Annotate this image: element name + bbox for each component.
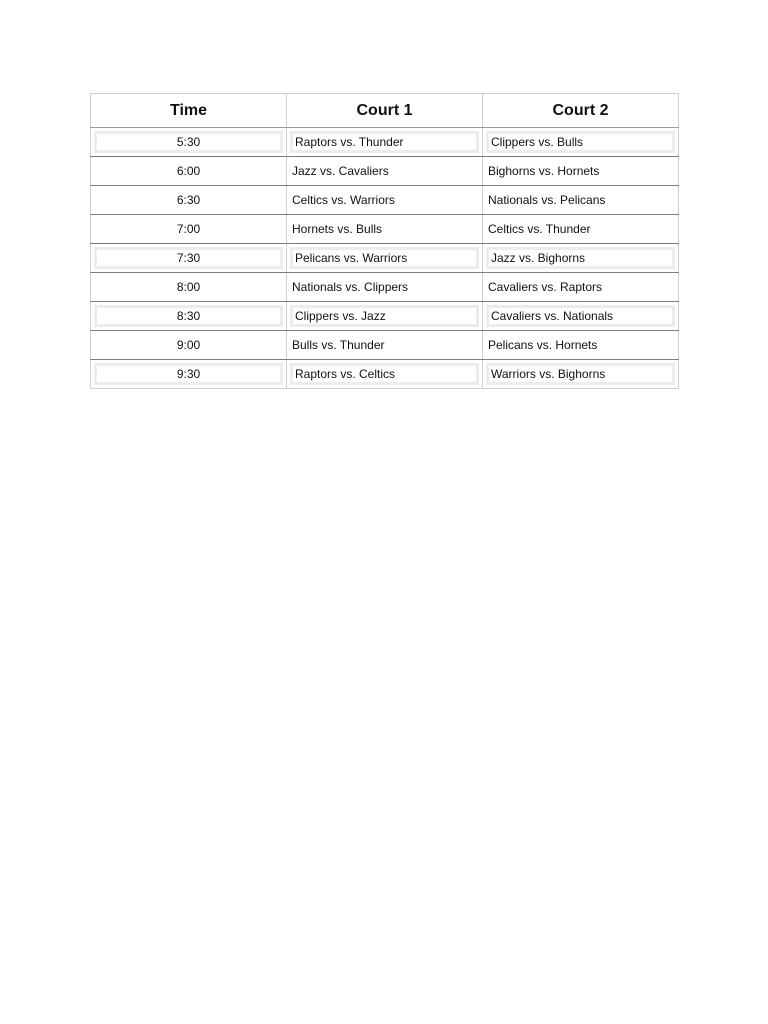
table-row	[91, 360, 679, 389]
time-cell: 7:30	[91, 244, 287, 273]
court-2-cell: Cavaliers vs. Nationals	[483, 302, 679, 331]
court-2-cell: Bighorns vs. Hornets	[483, 157, 679, 186]
time-cell: 7:00	[91, 215, 287, 244]
header-court-1: Court 1	[287, 94, 483, 128]
court-1-cell: Bulls vs. Thunder	[287, 331, 483, 360]
time-cell: 6:00	[91, 157, 287, 186]
court-1-cell: Hornets vs. Bulls	[287, 215, 483, 244]
time-cell: 9:30	[91, 360, 287, 389]
time-cell: 9:00	[91, 331, 287, 360]
court-2-cell: Clippers vs. Bulls	[483, 128, 679, 157]
court-2-cell: Nationals vs. Pelicans	[483, 186, 679, 215]
table-row	[91, 157, 679, 186]
header-court-2: Court 2	[483, 94, 679, 128]
court-2-cell: Warriors vs. Bighorns	[483, 360, 679, 389]
court-1-cell: Pelicans vs. Warriors	[287, 244, 483, 273]
court-1-cell: Celtics vs. Warriors	[287, 186, 483, 215]
table-row	[91, 215, 679, 244]
table-row	[91, 186, 679, 215]
table-row	[91, 128, 679, 157]
table-row	[91, 244, 679, 273]
court-1-cell: Nationals vs. Clippers	[287, 273, 483, 302]
time-cell: 8:00	[91, 273, 287, 302]
time-cell: 6:30	[91, 186, 287, 215]
court-2-cell: Cavaliers vs. Raptors	[483, 273, 679, 302]
table-row	[91, 331, 679, 360]
table-row	[91, 302, 679, 331]
schedule-table	[90, 93, 679, 389]
table-row	[91, 273, 679, 302]
header-row	[91, 94, 679, 128]
court-1-cell: Raptors vs. Thunder	[287, 128, 483, 157]
time-cell: 5:30	[91, 128, 287, 157]
court-1-cell: Clippers vs. Jazz	[287, 302, 483, 331]
court-2-cell: Celtics vs. Thunder	[483, 215, 679, 244]
court-1-cell: Raptors vs. Celtics	[287, 360, 483, 389]
time-cell: 8:30	[91, 302, 287, 331]
header-time: Time	[91, 94, 287, 128]
court-2-cell: Pelicans vs. Hornets	[483, 331, 679, 360]
court-2-cell: Jazz vs. Bighorns	[483, 244, 679, 273]
court-1-cell: Jazz vs. Cavaliers	[287, 157, 483, 186]
